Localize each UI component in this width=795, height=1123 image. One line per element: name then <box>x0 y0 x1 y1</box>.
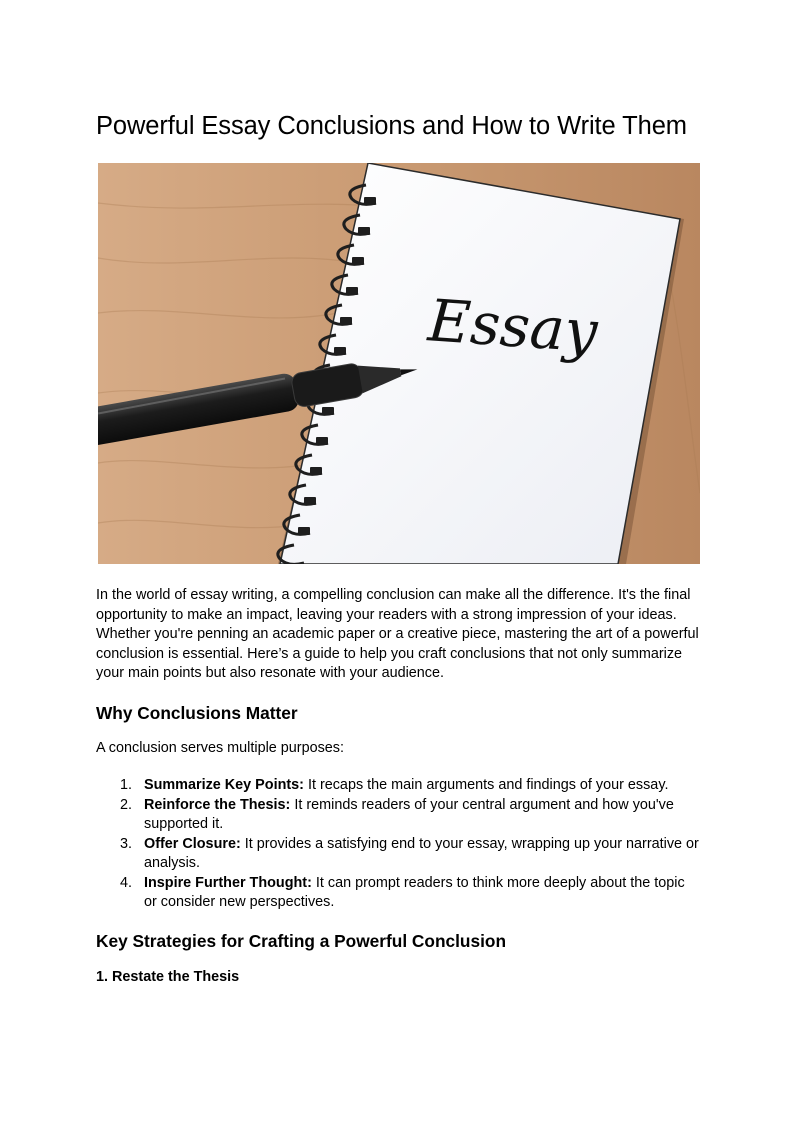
list-number: 1. <box>120 777 133 793</box>
list-item-text: It provides a satisfying end to your essay, wrapping up your narrative or analysis. <box>144 835 699 871</box>
list-item-text: It can prompt readers to think more deeply about the topic or consider new perspectives. <box>144 874 685 910</box>
list-number: 3. <box>120 835 133 852</box>
list-item-text: It reminds readers of your central argument and how you've supported it. <box>144 796 674 832</box>
list-item <box>96 874 700 913</box>
list-number: 4. <box>120 874 133 891</box>
list-number: 2. <box>120 796 133 813</box>
section-heading-why: Why Conclusions Matter <box>96 703 298 723</box>
hero-image <box>98 163 700 564</box>
section-heading-strategies: Key Strategies for Crafting a Powerful Conclusion <box>96 931 507 951</box>
section-lead: A conclusion serves multiple purposes: <box>96 740 344 756</box>
purposes-list <box>96 776 700 913</box>
page-title: Powerful Essay Conclusions and How to Write Them <box>96 112 687 140</box>
list-item-text: It recaps the main arguments and findings of your essay. <box>303 777 669 793</box>
intro-paragraph: In the world of essay writing, a compelling conclusion can make all the difference. It's the final opportunity to make an impact, leaving your readers with a strong impression of your ideas. Whether you're penning an academic paper or a creative piece, mastering the art of a powerful conclusion is essential. Here’s a guide to help you craft conclusions that not only summarize your main points but also resonate with your audience. <box>96 587 699 681</box>
list-item-title: Reinforce the Thesis: <box>144 796 291 813</box>
notebook-word: Essay <box>426 286 600 366</box>
list-item <box>96 796 700 835</box>
list-item-title: Offer Closure: <box>144 835 241 852</box>
list-item-title: Summarize Key Points: <box>144 777 304 793</box>
list-item-title: Inspire Further Thought: <box>144 874 312 891</box>
subsection-heading: 1. Restate the Thesis <box>96 969 240 985</box>
list-item <box>96 776 700 796</box>
list-item <box>96 835 700 874</box>
